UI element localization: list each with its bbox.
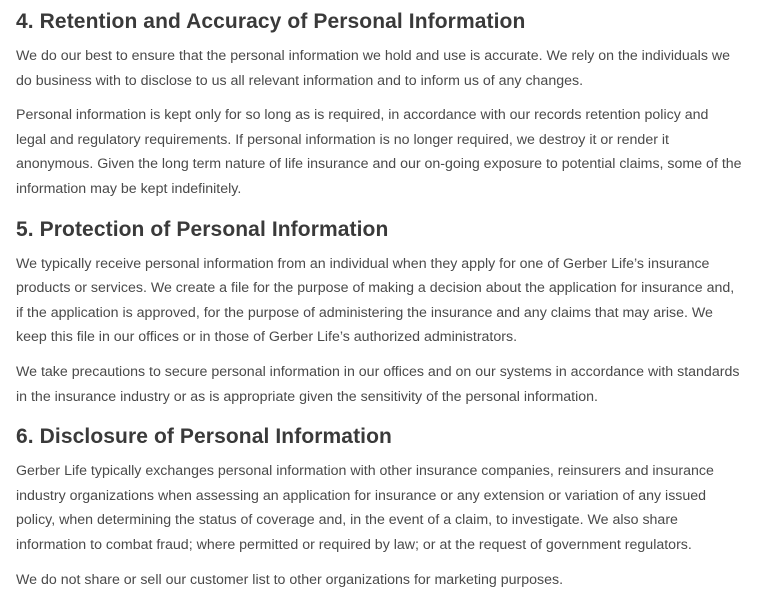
section-heading: 4. Retention and Accuracy of Personal Information	[16, 10, 526, 33]
section-paragraph: We take precautions to secure personal information in our offices and on our systems in accordance with standards in the insurance industry or as is appropriate given the sensitivity of the personal information.	[16, 363, 740, 405]
section-disclosure	[16, 423, 742, 592]
section-paragraph: We do our best to ensure that the personal information we hold and use is accurate. We rely on the individuals we do business with to disclose to us all relevant information and to inform us of any changes.	[16, 48, 730, 89]
section-paragraph: Personal information is kept only for so long as is required, in accordance with our records retention policy and legal and regulatory requirements. If personal information is no longer required, we destroy it or render it anonymous. Given the long term nature of life insurance and our on-going exposure to potential claims, some of the information may be kept indefinitely.	[16, 107, 742, 197]
section-protection	[16, 216, 742, 410]
section-paragraph: We typically receive personal information from an individual when they apply for one of Gerber Life’s insurance products or services. We create a file for the purpose of making a decision about the application for insurance and, if the application is approved, for the purpose of administering the insurance and any claims that may arise. We keep this file in our offices or in those of Gerber Life’s authorized administrators.	[16, 255, 735, 346]
section-paragraph: We do not share or sell our customer list to other organizations for marketing purposes.	[16, 571, 564, 588]
section-retention-accuracy	[16, 8, 742, 202]
section-heading: 6. Disclosure of Personal Information	[16, 425, 392, 449]
section-paragraph: Gerber Life typically exchanges personal information with other insurance companies, reinsurers and insurance industry organizations when assessing an application for insurance or any extension or variation of any issued policy, when determining the status of coverage and, in the event of a claim, to investigate. We also share information to combat fraud; where permitted or required by law; or at the request of government regulators.	[16, 463, 714, 553]
section-heading: 5. Protection of Personal Information	[16, 217, 389, 241]
